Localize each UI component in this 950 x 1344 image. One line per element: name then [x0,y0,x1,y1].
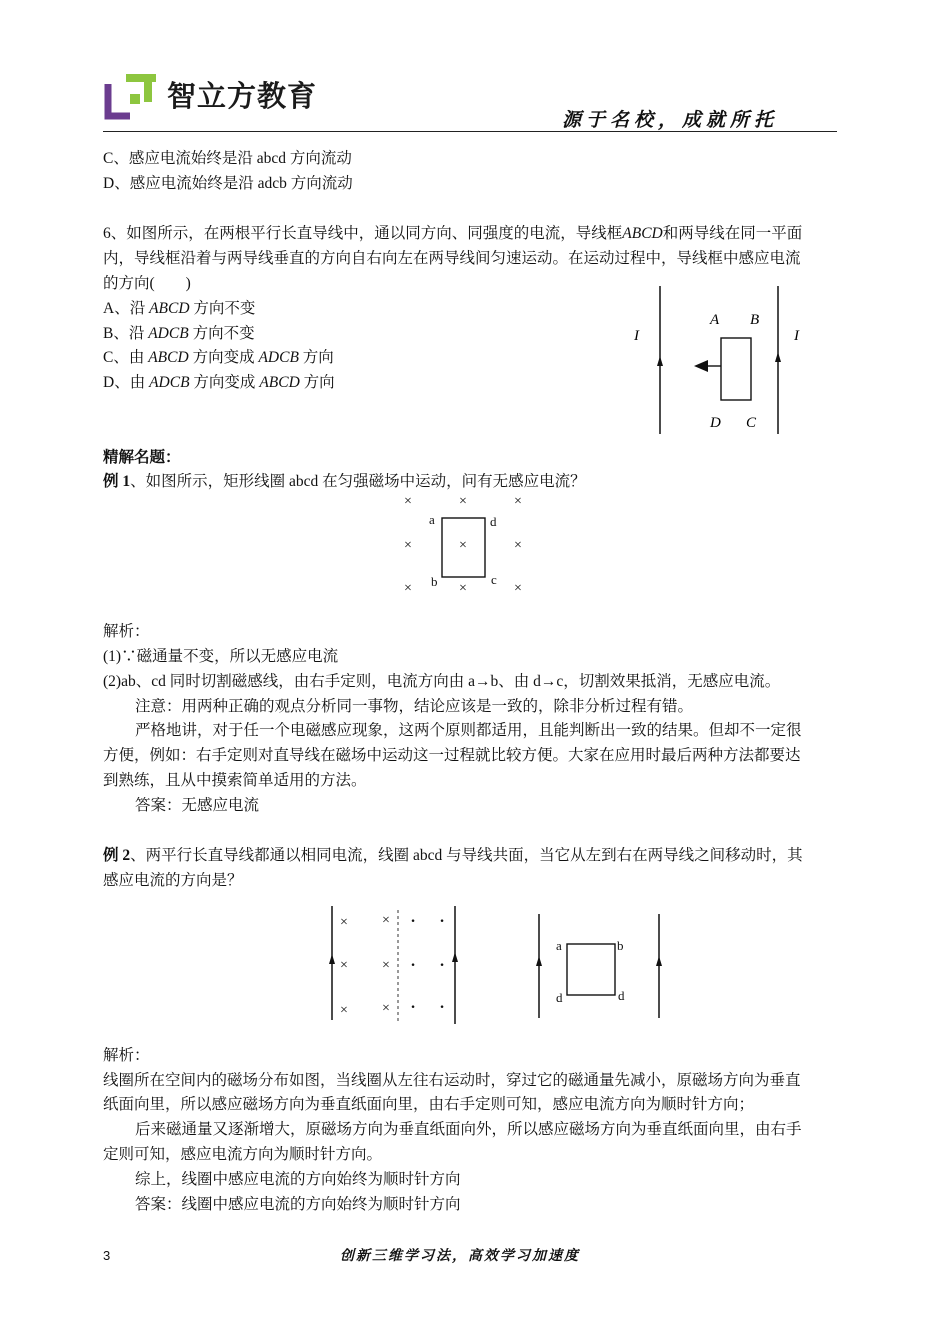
field-cross: × [404,581,412,596]
brand-name: 智立方教育 [167,79,318,113]
brand-logo-icon [104,70,160,120]
field-dot: · [410,999,416,1016]
field-cross: × [514,494,522,509]
coil-abcd [567,944,615,995]
field-cross: × [404,538,412,553]
ex2-stem-1: 例 2、两平行长直导线都通以相同电流，线圈 abcd 与导线共面，当它从左到右在两导线之间移动时，其 [103,847,803,864]
field-cross: × [382,913,390,928]
motion-arrow-icon [694,360,708,372]
label-i-right: I [794,328,799,344]
q6-stem-line-2: 内，导线框沿着与两导线垂直的方向自右向左在两导线间匀速运动。在运动过程中，导线框中感应电流 [103,250,801,267]
field-dot: · [439,957,445,974]
field-cross: × [459,538,467,553]
ex1-answer: 答案：无感应电流 [135,797,260,814]
left-current-arrow-icon [657,356,663,366]
field-cross: × [382,1001,390,1016]
q5-option-d: D、感应电流始终是沿 adcb 方向流动 [103,175,353,192]
field-cross: × [340,958,348,973]
coil-label-b: b [431,574,438,589]
label-b: B [750,312,760,328]
right-current-arrow-icon [656,956,662,966]
q6-option-a: A、沿 ABCD 方向不变 [103,300,256,317]
header-slogan: 源于名校，成就所托 [562,109,779,131]
q6-option-b: B、沿 ADCB 方向不变 [103,325,255,342]
section-title: 精解名题： [103,449,181,466]
coil-label-d: d [490,514,497,529]
field-cross: × [404,494,412,509]
ex1-strict-1: 严格地讲，对于任一个电磁感应现象，这两个原则都适用，且能判断出一致的结果。但却不一定很 [135,722,802,739]
field-cross: × [459,581,467,596]
ex2-analysis-label: 解析： [103,1047,150,1064]
ex2-coil-figure [525,910,675,1022]
ex2-answer: 答案：线圈中感应电流的方向始终为顺时针方向 [135,1196,461,1213]
q6-stem-line-3: 的方向( ) [103,275,191,292]
ex1-strict-3: 到熟练，且从中摸索简单适用的方法。 [103,772,367,789]
field-dot: · [439,999,445,1016]
q5-option-c: C、感应电流始终是沿 abcd 方向流动 [103,150,352,167]
q6-figure [620,282,820,438]
label-d: D [710,415,721,431]
field-cross: × [514,581,522,596]
coil-label-b: b [617,938,624,953]
right-current-arrow-icon [452,952,458,962]
field-cross: × [340,1003,348,1018]
field-cross: × [340,915,348,930]
label-c: C [746,415,757,431]
ex2-analysis-4: 定则可知，感应电流方向为顺时针方向。 [103,1146,383,1163]
label-a: A [710,312,720,328]
wire-frame-abcd [721,338,751,400]
ex1-analysis-1: (1)∵磁通量不变，所以无感应电流 [103,648,339,665]
ex2-analysis-3: 后来磁通量又逐渐增大，原磁场方向为垂直纸面向外，所以感应磁场方向为垂直纸面向里，由右手 [135,1121,802,1138]
ex2-stem-2: 感应电流的方向是？ [103,872,243,889]
ex1-analysis-label: 解析： [103,623,150,640]
ex1-strict-2: 方便，例如：右手定则对直导线在磁场中运动这一过程就比较方便。大家在应用时最后两种方法都要达 [103,747,801,764]
ex1-stem: 例 1、如图所示，矩形线圈 abcd 在匀强磁场中运动，问有无感应电流？ [103,473,586,490]
page-number: 3 [103,1248,111,1263]
ex2-analysis-2: 纸面向里，所以感应磁场方向为垂直纸面向里，由右手定则可知，感应电流方向为顺时针方向； [103,1096,755,1113]
ex1-note: 注意：用两种正确的观点分析同一事物，结论应该是一致的，除非分析过程有错。 [135,698,694,715]
field-cross: × [459,494,467,509]
coil-label-d: d [618,988,625,1003]
coil-label-d: d [556,990,563,1005]
ex1-figure [395,490,535,596]
ex2-summary: 综上，线圈中感应电流的方向始终为顺时针方向 [135,1171,461,1188]
left-current-arrow-icon [329,954,335,964]
field-dot: · [439,913,445,930]
logo-mark [104,70,160,120]
ex2-analysis-1: 线圈所在空间内的磁场分布如图，当线圈从左往右运动时，穿过它的磁通量先减小，原磁场方向为垂直 [103,1072,801,1089]
coil-label-c: c [491,572,497,587]
field-cross: × [382,958,390,973]
ex1-analysis-2: (2)ab、cd 同时切割磁感线，由右手定则，电流方向由 a→b、由 d→c，切割效果抵消，无感应电流。 [103,673,781,690]
field-cross: × [514,538,522,553]
q6-stem-line-1: 6、如图所示，在两根平行长直导线中，通以同方向、同强度的电流，导线框ABCD和两导线在同一平面 [103,225,803,242]
right-current-arrow-icon [775,352,781,362]
label-i-left: I [634,328,639,344]
q6-option-c: C、由 ABCD 方向变成 ADCB 方向 [103,349,334,366]
field-dot: · [410,957,416,974]
header-rule [103,131,837,132]
coil-label-a: a [429,512,435,527]
q6-option-d: D、由 ADCB 方向变成 ABCD 方向 [103,374,335,391]
left-current-arrow-icon [536,956,542,966]
field-dot: · [410,913,416,930]
coil-label-a: a [556,938,562,953]
ex2-field-figure [320,902,470,1028]
footer-motto: 创新三维学习法，高效学习加速度 [340,1248,580,1264]
